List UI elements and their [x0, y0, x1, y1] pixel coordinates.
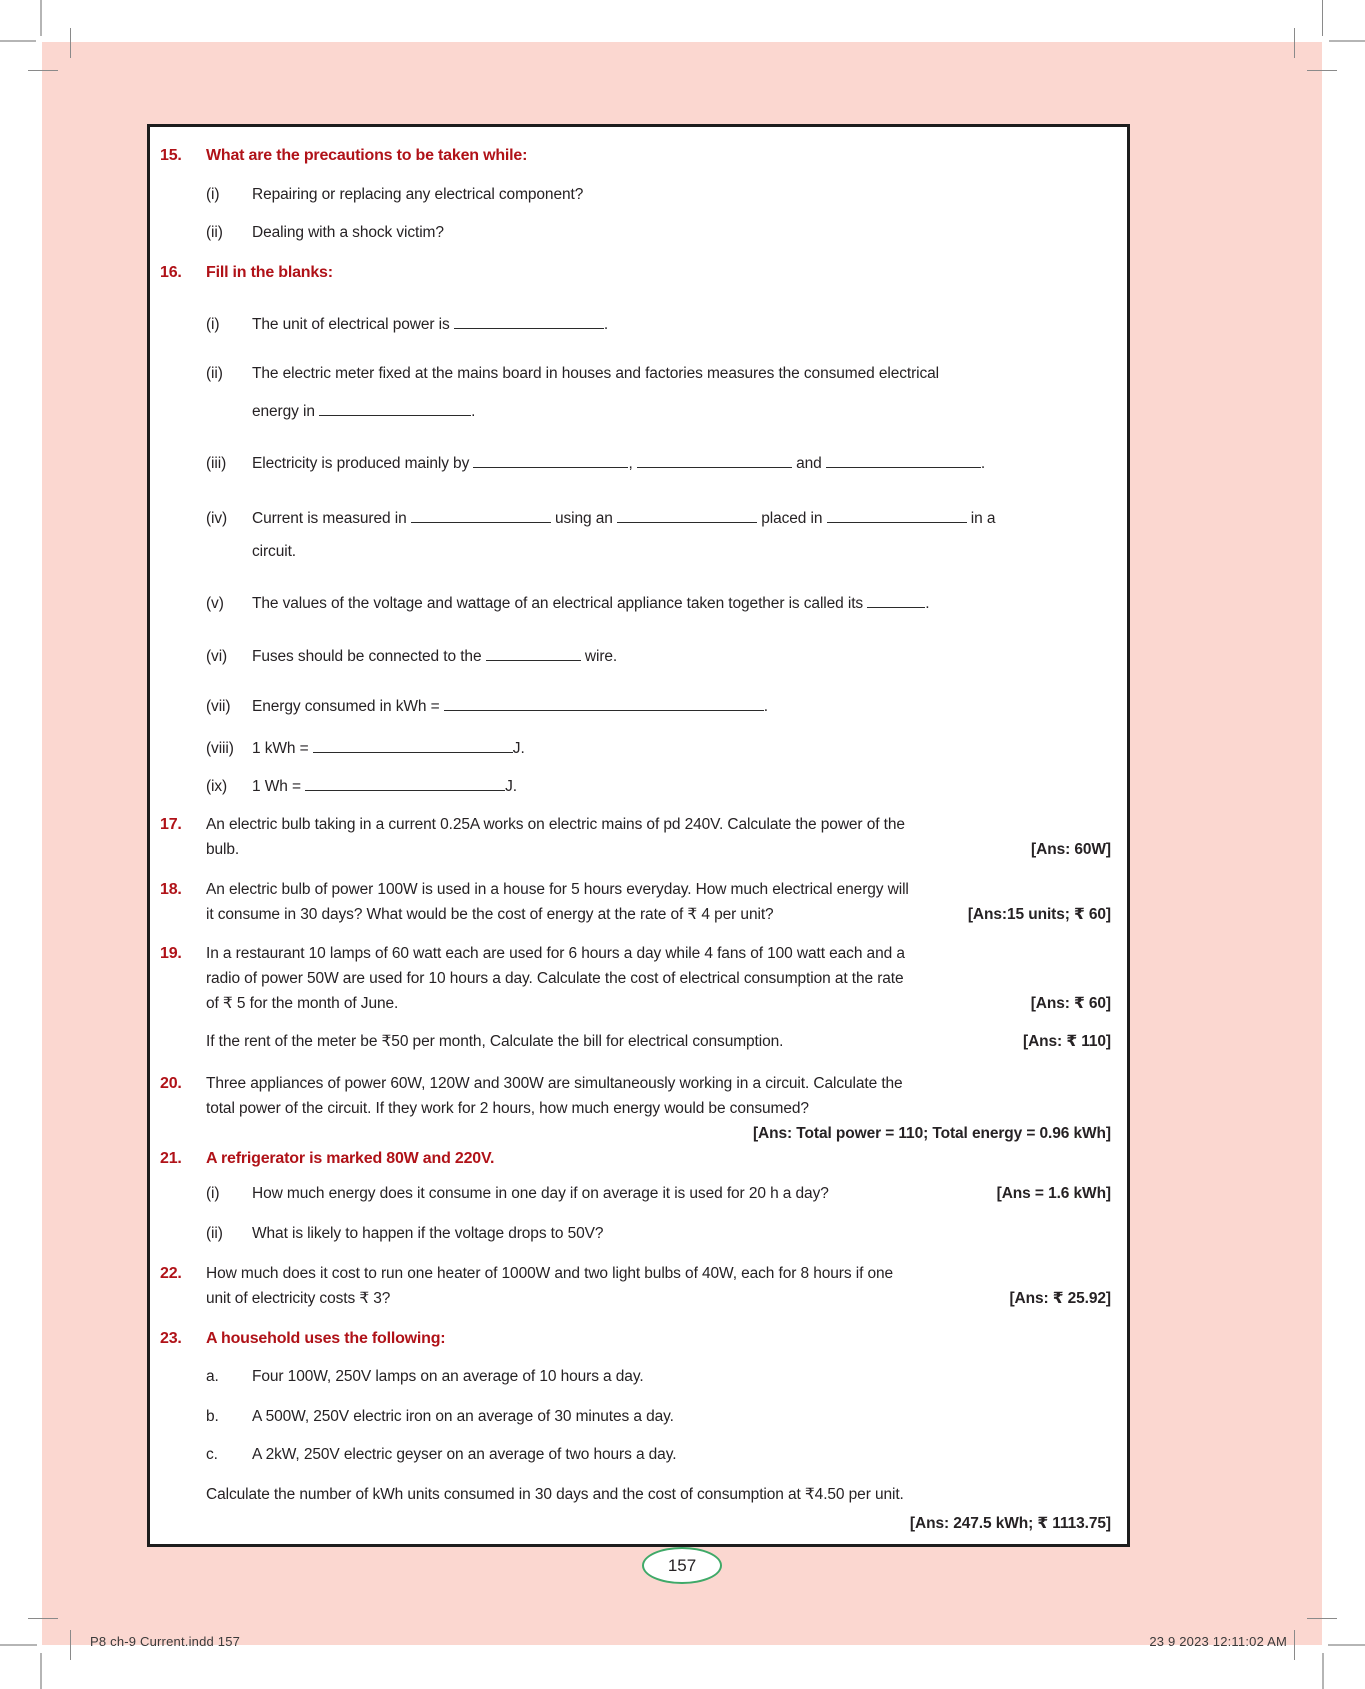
- question-text: it consume in 30 days? What would be the cost of energy at the rate of ₹ 4 per unit?: [206, 906, 774, 923]
- question-21-item: [160, 1221, 1111, 1246]
- fill-blank-line: 1 kWh = J.: [252, 740, 525, 757]
- question-15-item: [160, 220, 1111, 245]
- question-19-rent: [160, 1029, 1111, 1054]
- question-15-item: [160, 182, 1111, 207]
- question-16-item: [160, 312, 1111, 337]
- answer-text: [Ans: ₹ 110]: [1023, 1033, 1111, 1050]
- question-number: 17.: [160, 816, 182, 833]
- question-text: How much does it cost to run one heater of 1000W and two light bulbs of 40W, each for 8 hours if one: [206, 1265, 894, 1282]
- blank-line: [867, 594, 925, 608]
- item-marker: (i): [206, 316, 220, 333]
- question-15: [160, 143, 1111, 168]
- item-marker: b.: [206, 1408, 219, 1425]
- item-text: A 500W, 250V electric iron on an average of 30 minutes a day.: [252, 1408, 674, 1425]
- question-16-item: [160, 451, 1111, 476]
- fill-blank-line: The unit of electrical power is .: [252, 316, 609, 333]
- question-16: [160, 260, 1111, 285]
- crop-mark: [40, 1653, 42, 1689]
- question-16-item: [160, 736, 1111, 761]
- question-16-item-cont: [160, 399, 1111, 424]
- exercise-content-box: [147, 124, 1130, 1547]
- crop-mark: [70, 28, 71, 58]
- question-number: 23.: [160, 1330, 182, 1347]
- question-20: [160, 1071, 1111, 1096]
- question-text: Three appliances of power 60W, 120W and 300W are simultaneously working in a circuit. Calculate the: [206, 1075, 903, 1092]
- answer-text: [Ans: ₹ 25.92]: [1009, 1290, 1111, 1307]
- question-23-answer: [160, 1511, 1111, 1536]
- question-18: [160, 877, 1111, 902]
- question-19-cont: [160, 991, 1111, 1016]
- crop-mark: [70, 1630, 71, 1660]
- question-text: If the rent of the meter be ₹50 per month, Calculate the bill for electrical consumption.: [206, 1033, 784, 1050]
- blank-line: [411, 509, 551, 523]
- blank-line: [617, 509, 757, 523]
- question-16-item: [160, 361, 1111, 386]
- question-heading: What are the precautions to be taken while:: [206, 147, 528, 164]
- item-marker: (iv): [206, 510, 228, 527]
- question-heading: Fill in the blanks:: [206, 264, 333, 281]
- question-text: bulb.: [206, 841, 240, 858]
- question-16-item-cont: [160, 539, 1111, 564]
- blank-line: [444, 697, 764, 711]
- question-text: unit of electricity costs ₹ 3?: [206, 1290, 391, 1307]
- question-20-cont: [160, 1096, 1111, 1121]
- question-18-cont: [160, 902, 1111, 927]
- crop-mark: [28, 1618, 58, 1619]
- fill-blank-line: Electricity is produced mainly by , and .: [252, 455, 986, 472]
- answer-text: [Ans: 60W]: [1031, 841, 1111, 858]
- question-23-calc: [160, 1482, 1111, 1507]
- crop-mark: [1294, 28, 1295, 58]
- crop-mark: [40, 0, 42, 36]
- crop-mark: [0, 40, 36, 42]
- question-16-item: [160, 591, 1111, 616]
- question-16-item: [160, 644, 1111, 669]
- crop-mark: [1322, 0, 1323, 36]
- question-text: In a restaurant 10 lamps of 60 watt each are used for 6 hours a day while 4 fans of 100 watt each and a: [206, 945, 905, 962]
- page-number-badge: [642, 1547, 722, 1584]
- question-number: 21.: [160, 1150, 182, 1167]
- crop-mark: [1322, 1653, 1324, 1689]
- question-number: 15.: [160, 147, 182, 164]
- crop-mark: [0, 1644, 37, 1646]
- answer-text: [Ans: Total power = 110; Total energy = 0.96 kWh]: [752, 1125, 1111, 1142]
- question-22-cont: [160, 1286, 1111, 1311]
- question-23-item: [160, 1404, 1111, 1429]
- blank-line: [319, 402, 471, 416]
- question-number: 16.: [160, 264, 182, 281]
- item-marker: (vi): [206, 648, 228, 665]
- fill-blank-line: The values of the voltage and wattage of an electrical appliance taken together is called its .: [252, 595, 930, 612]
- question-21-item: [160, 1181, 1111, 1206]
- blank-line: [454, 315, 604, 329]
- page-number: 157: [667, 1555, 697, 1575]
- question-text: total power of the circuit. If they work for 2 hours, how much energy would be consumed?: [206, 1100, 809, 1117]
- item-marker: (ii): [206, 365, 223, 382]
- fill-blank-line: The electric meter fixed at the mains board in houses and factories measures the consumed electrical: [252, 365, 939, 382]
- blank-line: [473, 454, 628, 468]
- answer-text: [Ans = 1.6 kWh]: [996, 1185, 1111, 1202]
- crop-mark: [1328, 1644, 1365, 1646]
- item-marker: (v): [206, 595, 224, 612]
- crop-mark: [1307, 1618, 1337, 1619]
- footer-timestamp: 23 9 2023 12:11:02 AM: [1149, 1634, 1287, 1649]
- crop-mark: [1294, 1630, 1295, 1660]
- question-number: 18.: [160, 881, 182, 898]
- item-text: Four 100W, 250V lamps on an average of 10 hours a day.: [252, 1368, 644, 1385]
- item-marker: (ii): [206, 224, 223, 241]
- item-text: How much energy does it consume in one day if on average it is used for 20 h a day?: [252, 1185, 829, 1202]
- item-marker: (iii): [206, 455, 227, 472]
- fill-blank-line: 1 Wh = J.: [252, 778, 518, 795]
- question-text: of ₹ 5 for the month of June.: [206, 995, 399, 1012]
- question-23-item: [160, 1364, 1111, 1389]
- fill-blank-line: Energy consumed in kWh = .: [252, 698, 768, 715]
- blank-line: [827, 509, 967, 523]
- crop-mark: [1329, 40, 1365, 42]
- question-16-item: [160, 694, 1111, 719]
- fill-blank-line: Fuses should be connected to the wire.: [252, 648, 618, 665]
- question-20-answer: [160, 1121, 1111, 1146]
- item-text: A 2kW, 250V electric geyser on an average of two hours a day.: [252, 1446, 677, 1463]
- crop-mark: [28, 70, 58, 71]
- question-23: [160, 1326, 1111, 1351]
- answer-text: [Ans: 247.5 kWh; ₹ 1113.75]: [909, 1515, 1111, 1532]
- item-marker: (vii): [206, 698, 231, 715]
- question-16-item: [160, 506, 1111, 531]
- question-text: Calculate the number of kWh units consumed in 30 days and the cost of consumption at ₹4.50 per unit.: [206, 1486, 904, 1503]
- fill-blank-line: Current is measured in using an placed in in a: [252, 510, 996, 527]
- answer-text: [Ans: ₹ 60]: [1030, 995, 1111, 1012]
- question-text: radio of power 50W are used for 10 hours a day. Calculate the cost of electrical consumption at the rate: [206, 970, 904, 987]
- item-marker: a.: [206, 1368, 219, 1385]
- crop-mark: [1307, 70, 1337, 71]
- item-marker: c.: [206, 1446, 218, 1463]
- fill-blank-line: energy in .: [252, 403, 476, 420]
- item-text: Dealing with a shock victim?: [252, 224, 444, 241]
- question-19: [160, 941, 1111, 966]
- item-text: Repairing or replacing any electrical component?: [252, 186, 584, 203]
- item-text: What is likely to happen if the voltage drops to 50V?: [252, 1225, 604, 1242]
- item-marker: (i): [206, 1185, 220, 1202]
- question-23-item: [160, 1442, 1111, 1467]
- question-19-cont: [160, 966, 1111, 991]
- blank-line: [826, 454, 981, 468]
- question-21: [160, 1146, 1111, 1171]
- question-22: [160, 1261, 1111, 1286]
- blank-line: [313, 739, 513, 753]
- question-number: 19.: [160, 945, 182, 962]
- item-marker: (ix): [206, 778, 228, 795]
- item-marker: (viii): [206, 740, 234, 757]
- blank-line: [305, 777, 505, 791]
- item-marker: (ii): [206, 1225, 223, 1242]
- question-heading: A refrigerator is marked 80W and 220V.: [206, 1150, 495, 1167]
- footer-filename: P8 ch-9 Current.indd 157: [90, 1634, 241, 1649]
- answer-text: [Ans:15 units; ₹ 60]: [967, 906, 1111, 923]
- question-16-item: [160, 774, 1111, 799]
- item-marker: (i): [206, 186, 220, 203]
- question-text: An electric bulb taking in a current 0.25A works on electric mains of pd 240V. Calculate the power of the: [206, 816, 905, 833]
- fill-blank-line: circuit.: [252, 543, 296, 560]
- question-number: 22.: [160, 1265, 182, 1282]
- question-17-cont: [160, 837, 1111, 862]
- question-heading: A household uses the following:: [206, 1330, 446, 1347]
- blank-line: [637, 454, 792, 468]
- question-17: [160, 812, 1111, 837]
- blank-line: [486, 647, 581, 661]
- question-text: An electric bulb of power 100W is used in a house for 5 hours everyday. How much electrical energy will: [206, 881, 909, 898]
- question-number: 20.: [160, 1075, 182, 1092]
